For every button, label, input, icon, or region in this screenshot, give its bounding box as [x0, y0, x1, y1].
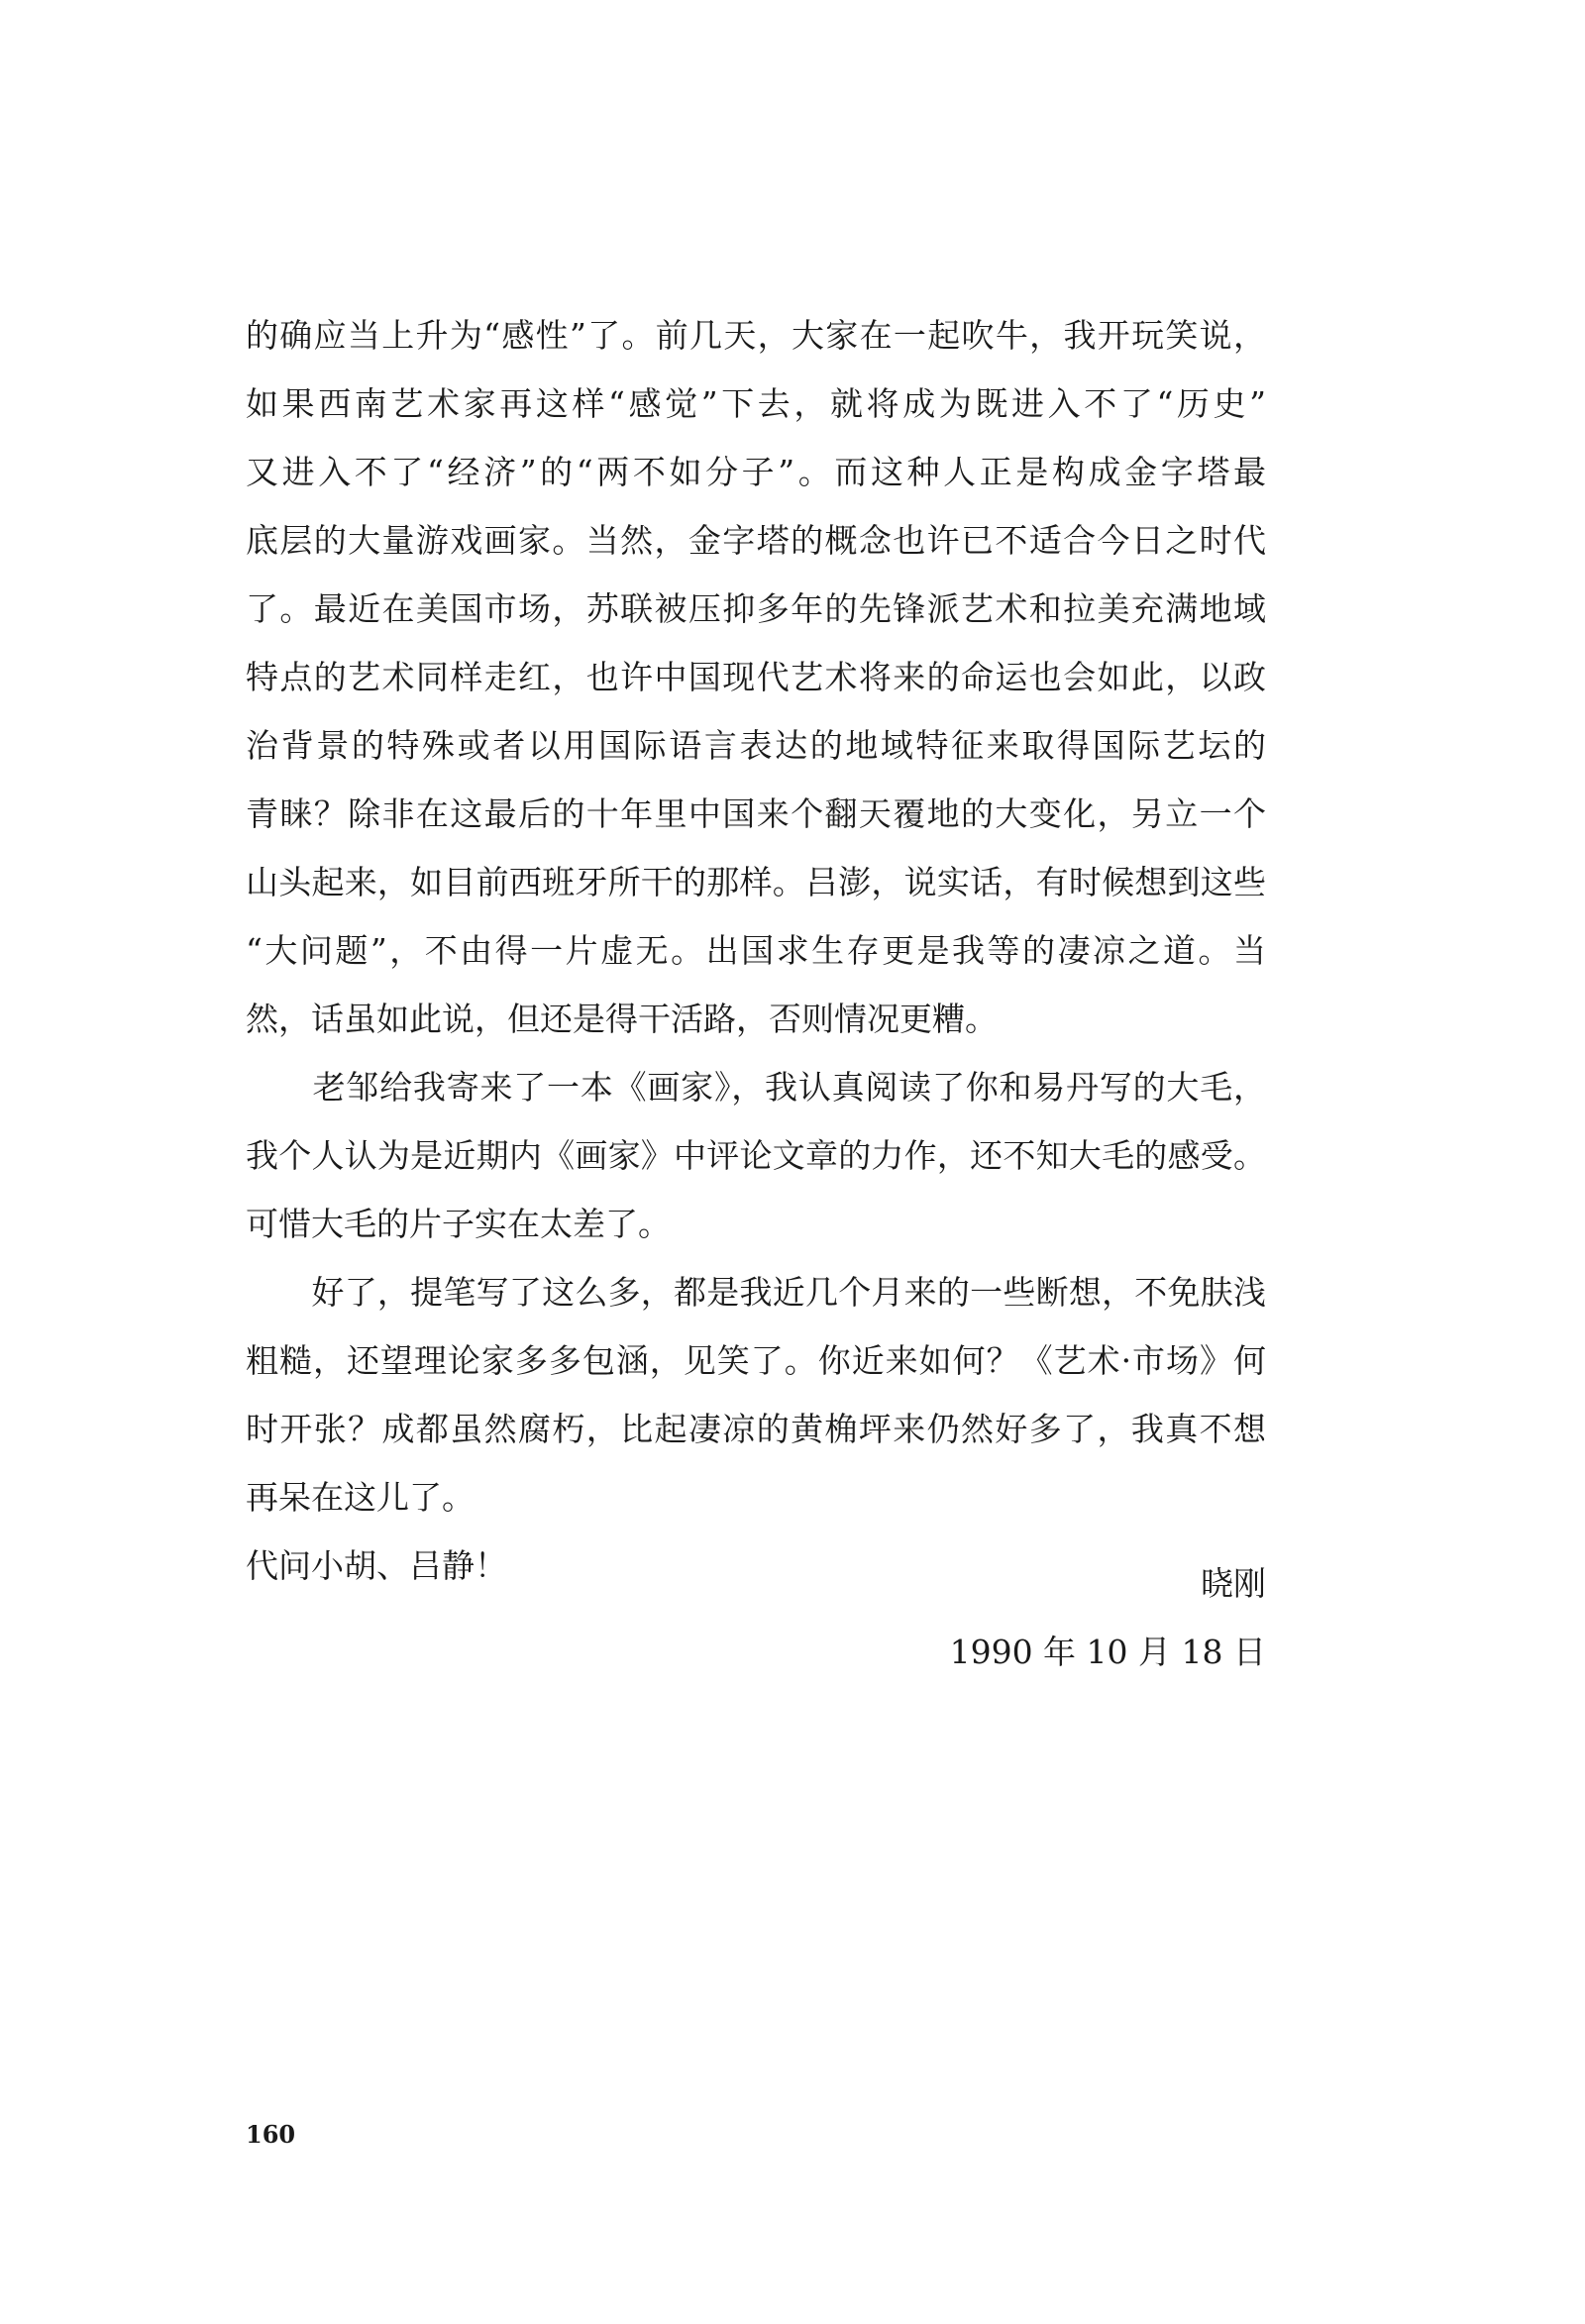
text-line: 然，话虽如此说，但还是得干活路，否则情况更糟。 [246, 1000, 998, 1038]
text-line: 好了，提笔写了这么多，都是我近几个月来的一些断想，不免肤浅 [246, 1273, 1266, 1312]
text-line: “大问题”，不由得一片虚无。出国求生存更是我等的凄凉之道。当 [246, 931, 1266, 970]
text-line: 可惜大毛的片子实在太差了。 [246, 1205, 671, 1243]
signature-name: 晓刚 [1201, 1564, 1266, 1603]
text-line: 粗糙，还望理论家多多包涵，见笑了。你近来如何？《艺术·市场》何 [246, 1341, 1266, 1380]
text-line: 特点的艺术同样走红，也许中国现代艺术将来的命运也会如此，以政 [246, 658, 1266, 696]
text-line: 了。最近在美国市场，苏联被压抑多年的先锋派艺术和拉美充满地域 [246, 589, 1266, 628]
text-line: 如果西南艺术家再这样“感觉”下去，就将成为既进入不了“历史” [246, 384, 1266, 423]
text-line: 治背景的特殊或者以用国际语言表达的地域特征来取得国际艺坛的 [246, 726, 1266, 765]
signature-date: 1990 年 10 月 18 日 [949, 1633, 1266, 1671]
page-number: 160 [246, 2120, 296, 2149]
letter-body [246, 301, 1266, 1600]
text-line: 山头起来，如目前西班牙所干的那样。吕澎，说实话，有时候想到这些 [246, 863, 1266, 901]
text-line: 的确应当上升为“感性”了。前几天，大家在一起吹牛，我开玩笑说， [246, 316, 1266, 355]
text-line: 时开张？成都虽然腐朽，比起凄凉的黄桷坪来仍然好多了，我真不想 [246, 1410, 1266, 1448]
text-line: 又进入不了“经济”的“两不如分子”。而这种人正是构成金字塔最 [246, 453, 1266, 491]
text-line: 我个人认为是近期内《画家》中评论文章的力作，还不知大毛的感受。 [246, 1136, 1266, 1175]
text-line: 再呆在这儿了。 [246, 1478, 475, 1517]
text-line: 青睐？除非在这最后的十年里中国来个翻天覆地的大变化，另立一个 [246, 794, 1266, 833]
text-line: 老邹给我寄来了一本《画家》，我认真阅读了你和易丹写的大毛， [246, 1068, 1266, 1107]
text-line: 代问小胡、吕静！ [246, 1546, 507, 1585]
text-line: 底层的大量游戏画家。当然，金字塔的概念也许已不适合今日之时代 [246, 521, 1266, 560]
